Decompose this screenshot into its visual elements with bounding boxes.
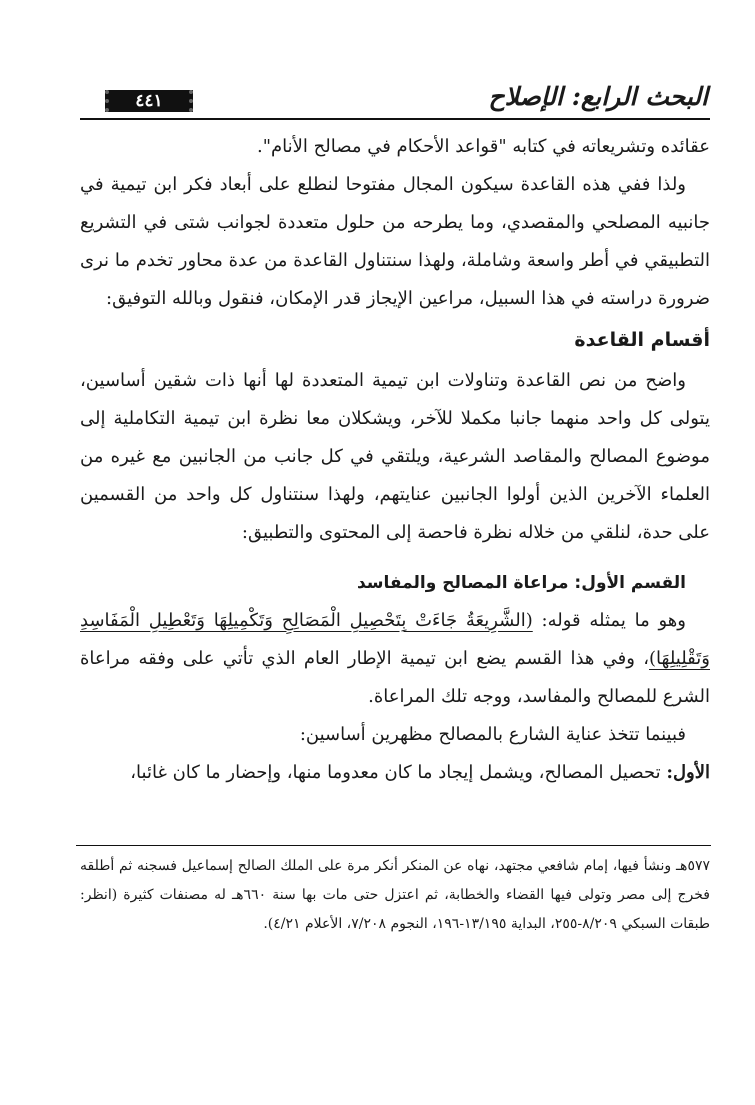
main-text: [80, 128, 710, 792]
point-label: الأول:: [666, 762, 710, 783]
journal-title: البحث الرابع: الإصلاح: [488, 82, 708, 111]
paragraph-4: [80, 602, 710, 716]
header-rule: [80, 118, 710, 120]
paragraph-2: ولذا ففي هذه القاعدة سيكون المجال مفتوحا لنطلع على أبعاد فكر ابن تيمية في جانبيه المصلحي والمقصدي، وما يطرحه من حلول متعددة لجوانب شتى في التشريع التطبيقي في أطر واسعة وشاملة، ولهذا سنتناول القاعدة من عدة محاور تخدم ما نرى ضرورة دراسته في هذا السبيل، مراعين الإيجاز قدر الإمكان، فنقول وبالله التوفيق:: [80, 174, 710, 309]
page-number-badge: ٤٤١: [105, 90, 193, 112]
paragraph-5: فبينما تتخذ عناية الشارع بالمصالح مظهرين أساسين:: [299, 724, 686, 745]
paragraph-6: [80, 754, 710, 792]
footnotes: [80, 852, 710, 939]
footnote-text: ٥٧٧هـ ونشأ فيها، إمام شافعي مجتهد، نهاه عن المنكر أنكر مرة على الملك الصالح إسماعيل فسجنه ثم أطلقه فخرج إلى مصر وتولى فيها القضاء والخطابة، ثم اعتزل حتى مات بها سنة ٦٦٠هـ له مصنفات كثيرة (انظر: طبقات السبكي ٨/٢٠٩-٢٥٥، البداية ١٣/١٩٥-١٩٦، النجوم ٧/٢٠٨، الأعلام ٤/٢١).: [80, 858, 711, 932]
quote-continuation: ، وفي هذا القسم يضع ابن تيمية الإطار العام الذي تأتي على وفقه مراعاة الشرع للمصالح والمفاسد، ووجه تلك المراعاة.: [80, 648, 710, 707]
paragraph-3: واضح من نص القاعدة وتناولات ابن تيمية المتعددة لها أنها ذات شقين أساسين، يتولى كل واحد منهما جانبا مكملا للآخر، ويشكلان معا نظرة ابن تيمية التكاملية إلى موضوع المصالح والمقاصد الشرعية، ويلتقي في كل جانب من الجانبين مع غيره من العلماء الآخرين الذين أولوا الجانبين عنايتهم، ولهذا سنتناول كل واحد من القسمين على حدة، لنلقي من خلاله نظرة فاحصة إلى المحتوى والتطبيق:: [80, 370, 710, 543]
subsection-heading: القسم الأول: مراعاة المصالح والمفاسد: [356, 573, 686, 593]
ibn-taymiyyah-quote: (الشَّرِيعَةُ جَاءَتْ بِتَحْصِيلِ الْمَصَالِحِ وَتَكْمِيلِهَا وَتَعْطِيلِ الْمَفَاسِدِ وَتَقْلِيلِهَا): [80, 610, 710, 669]
section-heading: أقسام القاعدة: [574, 329, 710, 351]
paragraph-1: عقائده وتشريعاته في كتابه "قواعد الأحكام في مصالح الأنام".: [257, 136, 710, 157]
point-text: تحصيل المصالح، ويشمل إيجاد ما كان معدوما منها، وإحضار ما كان غائبا،: [130, 762, 667, 783]
running-header: [80, 82, 708, 112]
footnote-rule: [76, 845, 711, 846]
quote-intro: وهو ما يمثله قوله:: [532, 610, 686, 631]
